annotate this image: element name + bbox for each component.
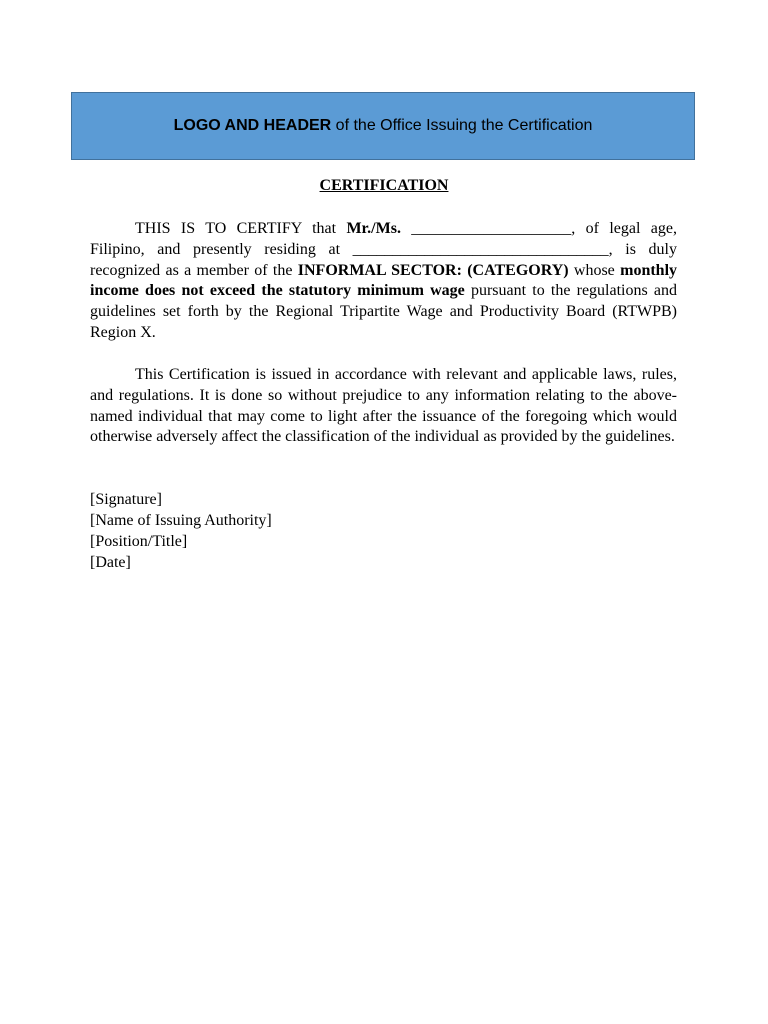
date-placeholder: [Date] [90,554,131,571]
para1-text-4: pursuant to the regulations and guidelines set forth by the Regional Tripartite Wage and Productivity Board (RTWPB) Region X. [90,282,678,341]
para1-text-1: THIS IS TO CERTIFY that [135,220,347,237]
header-bold-text: LOGO AND HEADER [173,117,332,134]
name-label: Mr./Ms. [346,220,401,237]
issuance-paragraph: This Certification is issued in accordance with relevant and applicable laws, rules, and regulations. It is done so without prejudice to any information relating to the above-named individual that may come to light after the issuance of the foregoing which would otherwise adversely affect the classification of the individual as provided by the guidelines. [90,366,677,446]
income-clause: monthly income does not exceed the statutory minimum wage [90,261,678,300]
position-title: [Position/Title] [90,533,188,550]
header-text [174,117,593,135]
certification-paragraph [90,219,677,344]
signature-placeholder: [Signature] [90,491,162,508]
signature-block [90,489,272,573]
sector-category: INFORMAL SECTOR: (CATEGORY) [297,261,569,279]
para1-text-2: ____________________, of legal age, Filipino, and presently residing at ________________________________, is duly recognized as a member of the [90,220,678,279]
header-placeholder-box [71,92,695,160]
header-rest-text: of the Office Issuing the Certification [331,117,593,134]
issuing-authority-name: [Name of Issuing Authority] [90,512,272,529]
para1-text-3: whose [568,261,621,279]
document-title: CERTIFICATION [319,177,449,194]
